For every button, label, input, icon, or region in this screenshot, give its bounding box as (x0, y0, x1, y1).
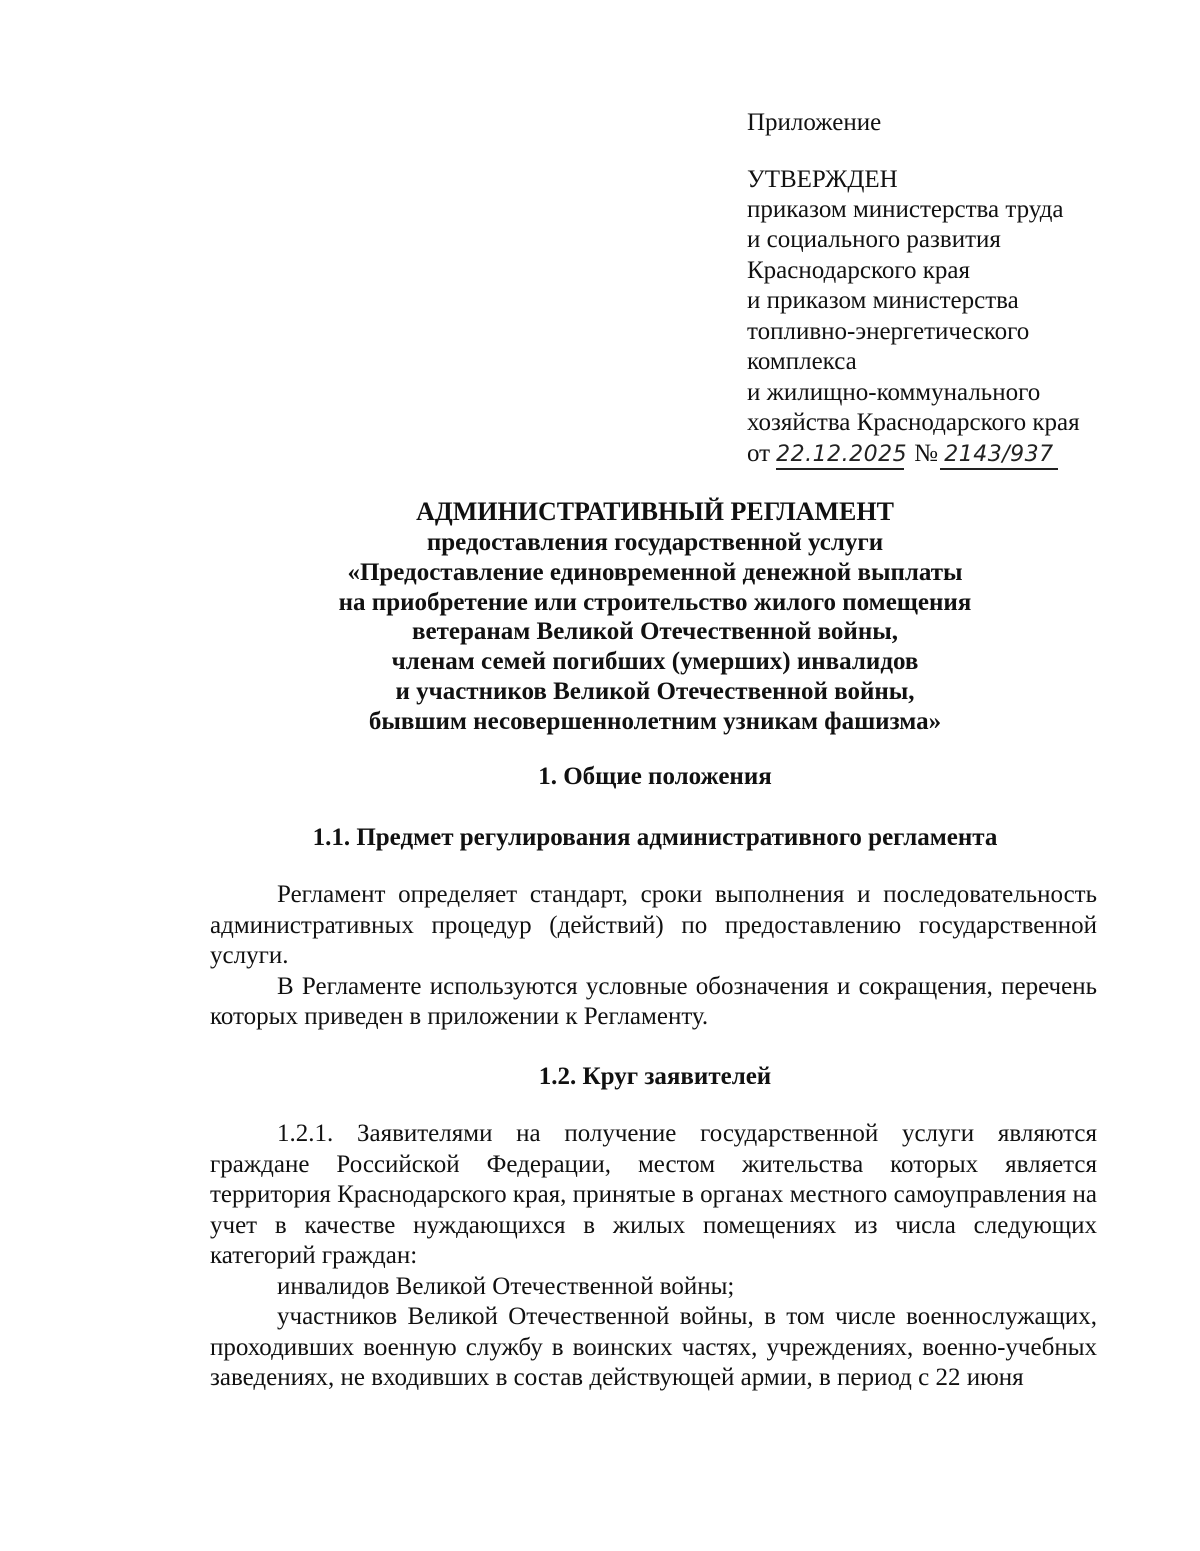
title-line: «Предоставление единовременной денежной выплаты (347, 558, 963, 586)
paragraph: инвалидов Великой Отечественной войны; (277, 1272, 735, 1300)
appendix-label: Приложение (747, 109, 882, 136)
approval-line: комплекса (747, 348, 857, 375)
subsection-1-2-body (210, 1119, 1097, 1394)
subsection-heading: 1.2. Круг заявителей (538, 1063, 772, 1090)
title-line: членам семей погибших (умерших) инвалидов (391, 648, 919, 676)
title-line: предоставления государственной услуги (426, 529, 884, 556)
title-main: АДМИНИСТРАТИВНЫЙ РЕГЛАМЕНТ (416, 497, 894, 526)
subsection-1-1-body (210, 880, 1097, 1033)
order-date-handwritten: 22.12.2025 (776, 442, 904, 470)
section-heading: 1. Общие положения (538, 763, 772, 790)
approval-line: и приказом министерства (747, 287, 1019, 314)
title-line: на приобретение или строительство жилого помещения (338, 588, 972, 616)
approved-label: УТВЕРЖДЕН (747, 165, 898, 193)
approval-block (747, 108, 1167, 470)
approval-line: и социального развития (747, 226, 1001, 253)
approval-line: приказом министерства труда (747, 195, 1064, 223)
approval-line: Краснодарского края (747, 256, 970, 284)
paragraph: участников Великой Отечественной войны, в том числе военнослужащих, проходивших военную службу в воинских частях, учреждениях, военно-учебных заведениях, не входивших в состав действующей армии, в период с 22 июня (210, 1303, 1097, 1391)
title-line: бывшим несовершеннолетним узникам фашизма» (368, 707, 942, 735)
order-reference (747, 439, 1167, 470)
approval-line: топливно-энергетического (747, 317, 1030, 345)
document-title (210, 496, 1100, 737)
title-line: и участников Великой Отечественной войны, (395, 677, 915, 705)
paragraph: Регламент определяет стандарт, сроки выполнения и последовательность административных процедур (действий) по предоставлению государственной услуги. (210, 881, 1097, 969)
approval-line: хозяйства Краснодарского края (747, 409, 1080, 436)
order-number-sign: № (914, 439, 938, 467)
paragraph: 1.2.1. Заявителями на получение государственной услуги являются граждане Российской Федерации, местом жительства которых является территория Краснодарского края, принятые в органах местного самоуправления на учет в качестве нуждающихся в жилых помещениях из числа следующих категорий граждан: (210, 1120, 1097, 1269)
order-prefix: от (747, 439, 771, 467)
approval-line: и жилищно-коммунального (747, 378, 1041, 406)
title-line: ветеранам Великой Отечественной войны, (411, 618, 899, 646)
subsection-heading: 1.1. Предмет регулирования административного регламента (312, 824, 998, 851)
paragraph: В Регламенте используются условные обозначения и сокращения, перечень которых приведен в приложении к Регламенту. (210, 972, 1097, 1030)
order-number-handwritten: 2143/937 (940, 442, 1058, 470)
